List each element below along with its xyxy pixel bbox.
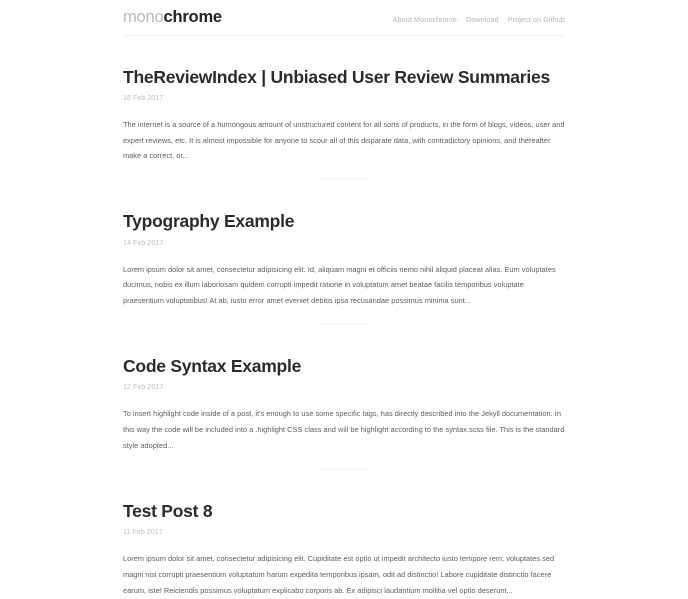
post-title xyxy=(123,356,565,376)
site-nav xyxy=(393,16,565,23)
post-item xyxy=(123,36,565,181)
site-header xyxy=(123,9,565,36)
logo-text-mono: mono xyxy=(123,8,163,26)
post-date: 14 Feb 2017 xyxy=(123,240,565,247)
post-item xyxy=(123,325,565,470)
post-item xyxy=(123,180,565,325)
nav-link-about-monochrome[interactable]: About Monochrome xyxy=(393,16,457,23)
page-container xyxy=(123,0,565,599)
post-date: 11 Feb 2017 xyxy=(123,529,565,536)
post-title xyxy=(123,67,565,87)
post-title xyxy=(123,211,565,231)
post-item xyxy=(123,470,565,599)
site-logo[interactable] xyxy=(123,9,222,26)
post-excerpt: Lorem ipsum dolor sit amet, consectetur adipisicing elit. Id, aliquam magni et officiis nemo nihil aliquid placeat alias. Eum voluptates ducimus, nobis ex illum laboriosam quidem corrupti impedit ratione in voluptatum amet beatae facilis temporibus voluptate praesentium voluptatibus! At ab, iusto error amet eveniet debitis ipsa recusandae possimus minima sunt... xyxy=(123,262,565,310)
post-list xyxy=(123,36,565,599)
post-excerpt: The internet is a source of a humongous amount of unstructured content for all sorts of products, in the form of blogs, videos, user and expert reviews, etc. It is almost impossible for anyone to scour all of this disparate data, with contradictory opinions, and thereafter make a correct, or... xyxy=(123,117,565,165)
nav-link-project-on-github[interactable]: Project on Github xyxy=(508,16,565,23)
logo-text-chrome: chrome xyxy=(163,8,221,26)
post-title-link[interactable]: TheReviewIndex | Unbiased User Review Summaries xyxy=(123,67,550,87)
post-excerpt: Lorem ipsum dolor sit amet, consectetur adipisicing elit. Cupiditate est optio ut impedit architecto iusto tempore rem, voluptates sed magni nisi corrupti praesentium voluptatum harum expedita temporibus ipsam, odit ad distinctio! Labore cupiditate distinctio facere earum, iste! Reiciendis possimus voluptatum explicabo corporis ab. Ex adipisci laudantium mollitia vel optio deserunt... xyxy=(123,551,565,599)
main-content xyxy=(123,36,565,599)
post-date: 18 Feb 2017 xyxy=(123,95,565,102)
post-title xyxy=(123,501,565,521)
post-excerpt: To insert highlight code inside of a post, it's enough to use some specific tags, has directly described into the Jekyll documentation. In this way the code will be included into a .highlight CSS class and will be highlight according to the syntax.scss file. This is the standard style adopted... xyxy=(123,406,565,454)
post-date: 12 Feb 2017 xyxy=(123,384,565,391)
post-title-link[interactable]: Code Syntax Example xyxy=(123,356,301,376)
nav-link-download[interactable]: Download xyxy=(466,16,499,23)
post-title-link[interactable]: Test Post 8 xyxy=(123,501,212,521)
post-title-link[interactable]: Typography Example xyxy=(123,211,294,231)
